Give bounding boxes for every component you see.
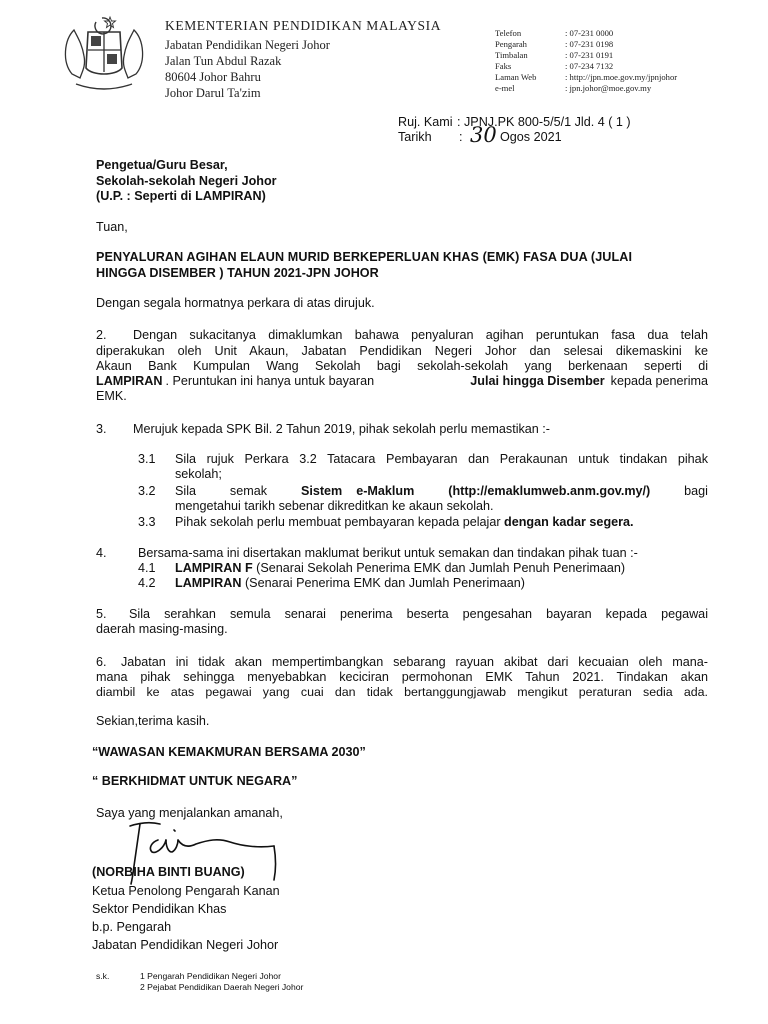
paragraph-5-line: daerah masing-masing. <box>96 622 228 636</box>
contact-row <box>495 28 735 38</box>
attachment-bold: LAMPIRAN F <box>175 561 253 575</box>
paragraph-6-line: mana pihak sehingga menyebabkan keciciran permohonan EMK Tahun 2021. Tindakan akan <box>96 670 708 684</box>
paragraph-2-text: kepada penerima <box>610 374 708 388</box>
trust-text: Saya yang menjalankan amanah, <box>96 806 283 820</box>
cc-item: 2 Pejabat Pendidikan Daerah Negeri Johor <box>140 982 304 992</box>
signatory-title: Ketua Penolong Pengarah Kanan <box>92 884 280 898</box>
address-line: Jalan Tun Abdul Razak <box>165 54 282 68</box>
paragraph-2-line: Akaun Bank Kumpulan Wang Sekolah bagi sekolah-sekolah yang berkenaan seperti di <box>96 359 708 373</box>
cc-item: 1 Pengarah Pendidikan Negeri Johor <box>140 971 281 981</box>
paragraph-number: 5. <box>96 607 107 621</box>
item-text <box>175 561 625 576</box>
item-number: 3.3 <box>138 515 156 529</box>
item-text <box>175 515 634 530</box>
signatory-title: b.p. Pengarah <box>92 920 172 934</box>
subject-line: HINGGA DISEMBER ) TAHUN 2021-JPN JOHOR <box>96 266 379 280</box>
paragraph-2-line: EMK. <box>96 389 127 403</box>
system-name-bold: Sistem e-Maklum <box>300 484 415 498</box>
address-line: 80604 Johor Bahru <box>165 70 261 84</box>
paragraph-6-line: Jabatan ini tidak akan mempertimbangkan sebarang rayuan akibat dari kecuaian oleh mana- <box>121 655 708 669</box>
closing-text: Sekian,terima kasih. <box>96 714 210 728</box>
item-word: bagi <box>684 484 708 498</box>
reference-number: : JPNJ.PK 800-5/5/1 Jld. 4 ( 1 ) <box>457 115 631 129</box>
item-word: Sila <box>175 484 196 498</box>
recipient-line: Pengetua/Guru Besar, <box>96 158 228 172</box>
intro-text: Dengan segala hormatnya perkara di atas dirujuk. <box>96 296 375 310</box>
signatory-title: Jabatan Pendidikan Negeri Johor <box>92 938 279 952</box>
contact-label: Telefon <box>495 28 522 38</box>
contact-label: Laman Web <box>495 72 537 82</box>
website-link[interactable]: : http://jpn.moe.gov.my/jpnjohor <box>565 72 678 82</box>
paragraph-5-line: Sila serahkan semula senarai penerima beserta pengesahan bayaran kepada pegawai <box>129 607 708 621</box>
item-text-plain: Pihak sekolah perlu membuat pembayaran kepada pelajar <box>175 515 501 529</box>
item-text: sekolah; <box>175 467 222 481</box>
payment-period-bold: Julai hingga Disember <box>470 374 605 388</box>
signatory-title: Sektor Pendidikan Khas <box>92 902 227 916</box>
contact-value: : 07-231 0000 <box>565 28 614 38</box>
jata-negara-crest-icon <box>58 14 150 100</box>
recipient-line: Sekolah-sekolah Negeri Johor <box>96 174 277 188</box>
contact-label: Faks <box>495 61 512 71</box>
contact-value: : 07-234 7132 <box>565 61 614 71</box>
salutation: Tuan, <box>96 220 128 234</box>
item-number: 3.1 <box>138 452 156 466</box>
item-number: 4.2 <box>138 576 156 590</box>
contact-row <box>495 50 735 60</box>
address-line: Jabatan Pendidikan Negeri Johor <box>165 38 330 52</box>
contact-row <box>495 83 735 93</box>
contact-row <box>495 39 735 49</box>
item-word: semak <box>229 484 268 498</box>
urgency-bold: dengan kadar segera. <box>504 515 634 529</box>
item-text <box>175 484 708 499</box>
contact-value: : 07-231 0191 <box>565 50 614 60</box>
paragraph-number: 2. <box>96 328 107 342</box>
contact-label: Pengarah <box>495 39 527 49</box>
date-day-handwritten: 30 <box>470 123 497 147</box>
paragraph-2-text: . Peruntukan ini hanya untuk bayaran <box>165 374 375 388</box>
address-line: Johor Darul Ta'zim <box>165 86 261 100</box>
item-text: mengetahui tarikh sebenar dikreditkan ke akaun sekolah. <box>175 499 494 513</box>
contact-value: : 07-231 0198 <box>565 39 614 49</box>
paragraph-2-line: diperakukan oleh Unit Akaun, Jabatan Pendidikan Negeri Johor dan selesai dikemaskini ke <box>96 344 708 358</box>
signatory-name: (NORBIHA BINTI BUANG) <box>92 865 245 879</box>
recipient-line: (U.P. : Seperti di LAMPIRAN) <box>96 189 266 203</box>
item-text: Sila rujuk Perkara 3.2 Tatacara Pembayaran dan Perakaunan untuk tindakan pihak <box>175 452 708 466</box>
email-link[interactable]: : jpn.johor@moe.gov.my <box>565 83 652 93</box>
contact-row <box>495 61 735 71</box>
contact-block <box>495 28 735 94</box>
paragraph-number: 4. <box>96 546 107 560</box>
paragraph-2-line <box>96 374 708 389</box>
paragraph-number: 3. <box>96 422 107 436</box>
motto-berkhidmat: “ BERKHIDMAT UNTUK NEGARA” <box>92 774 298 788</box>
lampiran-bold: LAMPIRAN <box>96 374 163 388</box>
cc-label: s.k. <box>96 971 110 981</box>
item-text <box>175 576 525 591</box>
contact-label: e-mel <box>495 83 515 93</box>
date-colon: : <box>459 130 463 144</box>
date-value: Ogos 2021 <box>500 130 562 144</box>
contact-label: Timbalan <box>495 50 528 60</box>
paragraph-number: 6. <box>96 655 107 669</box>
item-number: 4.1 <box>138 561 156 575</box>
contact-row <box>495 72 735 82</box>
paragraph-2-line: Dengan sukacitanya dimaklumkan bahawa penyaluran agihan peruntukan fasa dua telah <box>133 328 708 342</box>
paragraph-6-line: diambil ke atas pegawai yang cuai dan tidak bertanggungjawab mengikut peraturan sedia ada. <box>96 685 708 699</box>
paragraph-4-text: Bersama-sama ini disertakan maklumat berikut untuk semakan dan tindakan pihak tuan :- <box>138 546 638 560</box>
attachment-description: (Senarai Sekolah Penerima EMK dan Jumlah Penuh Penerimaan) <box>256 561 626 575</box>
motto-wawasan: “WAWASAN KEMAKMURAN BERSAMA 2030” <box>92 745 366 759</box>
attachment-bold: LAMPIRAN <box>175 576 242 590</box>
emaklum-url-link[interactable]: (http://emaklumweb.anm.gov.my/) <box>448 484 651 498</box>
ministry-name: KEMENTERIAN PENDIDIKAN MALAYSIA <box>165 18 442 33</box>
paragraph-3-text: Merujuk kepada SPK Bil. 2 Tahun 2019, pihak sekolah perlu memastikan :- <box>133 422 550 436</box>
date-label: Tarikh <box>398 130 432 144</box>
attachment-description: (Senarai Penerima EMK dan Jumlah Penerimaan) <box>244 576 525 590</box>
item-number: 3.2 <box>138 484 156 498</box>
reference-label: Ruj. Kami <box>398 115 453 129</box>
subject-line: PENYALURAN AGIHAN ELAUN MURID BERKEPERLUAN KHAS (EMK) FASA DUA (JULAI <box>96 250 633 264</box>
